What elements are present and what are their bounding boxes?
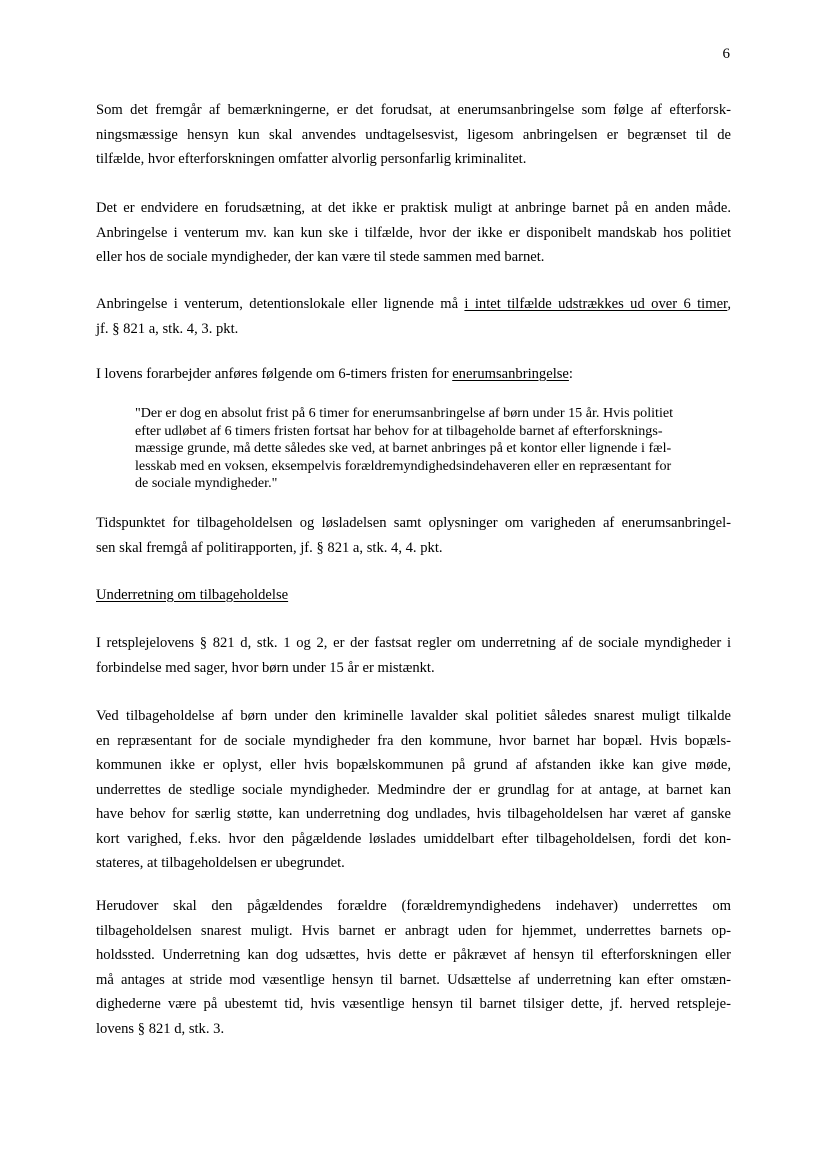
text-line: sen skal fremgå af politirapporten, jf. § 821 a, stk. 4, 4. pkt. [96, 539, 443, 556]
text-line: kort varighed, f.eks. hvor den pågældende løslades umiddelbart efter tilbageholdelsen, fordi det kon- [96, 830, 731, 847]
text-line: kommunen ikke er oplyst, eller hvis bopælskommunen på grund af afstanden ikke kan give møde, [96, 757, 731, 773]
quote-line: de sociale myndigheder." [135, 475, 278, 491]
section-heading [96, 583, 731, 608]
paragraph-3 [96, 292, 731, 341]
text-line: en repræsentant for de sociale myndigheder fra den kommune, hvor barnet har bopæl. Hvis bopæls- [96, 732, 731, 749]
section-heading-text: Underretning om tilbageholdelse [96, 587, 289, 603]
text-line: Herudover skal den pågældendes forældre (forældremyndighedens indehaver) underrettes om [96, 898, 731, 914]
text-line [96, 362, 731, 387]
text-line: have behov for særlig støtte, kan underretning dog undlades, hvis tilbageholdelsen har været af ganske [96, 806, 731, 822]
text-line: eller hos de sociale myndigheder, der kan være til stede sammen med barnet. [96, 249, 545, 265]
underlined-emphasis: enerumsanbringelse [452, 366, 569, 382]
quote-line: "Der er dog en absolut frist på 6 timer for enerumsanbringelse af børn under 15 år. Hvis politiet [135, 405, 674, 421]
quote-line: efter udløbet af 6 timers fristen fortsat har behov for at tilbageholde barnet af efterforsknings- [135, 422, 663, 439]
text-line: Anbringelse i venterum mv. kan kun ske i tilfælde, hvor der ikke er disponibelt mandskab hos politiet [96, 224, 731, 241]
text-line: dighederne være på ubestemt tid, hvis væsentlige hensyn til barnet tilsiger dette, jf. herved retspleje- [96, 996, 731, 1012]
text-line: tilbageholdelsen snarest muligt. Hvis barnet er anbragt uden for hjemmet, underrettes barnets op- [96, 922, 731, 939]
text-line: holdssted. Underretning kan dog udsættes, hvis dette er påkrævet af hensyn til efterforskningen eller [96, 947, 731, 963]
paragraph-2 [96, 196, 731, 270]
text-line: underrettes de stedlige sociale myndigheder. Medmindre der er grundlag for at antage, at barnet kan [96, 781, 731, 798]
paragraph-5 [96, 511, 731, 560]
underlined-emphasis: i intet tilfælde udstrækkes ud over 6 timer [464, 296, 728, 312]
paragraph-4 [96, 362, 731, 387]
text-line: Ved tilbageholdelse af børn under den kriminelle lavalder skal politiet således snarest muligt tilkalde [96, 708, 731, 724]
text-line: stateres, at tilbageholdelsen er ubegrundet. [96, 855, 345, 871]
paragraph-1 [96, 98, 731, 172]
text-line: Tidspunktet for tilbageholdelsen og løsladelsen samt oplysninger om varigheden af enerumsanbringel- [96, 515, 731, 531]
text-line: Som det fremgår af bemærkningerne, er det forudsat, at enerumsanbringelse som følge af efterforsk- [96, 102, 731, 118]
quote-line: mæssige grunde, må dette således ske ved, at barnet anbringes på et kontor eller lignende i fæl- [135, 440, 672, 456]
text-line: jf. § 821 a, stk. 4, 3. pkt. [96, 320, 239, 337]
paragraph-7 [96, 704, 731, 876]
text-fragment: , [727, 296, 731, 312]
text-line: lovens § 821 d, stk. 3. [96, 1020, 225, 1037]
block-quote [135, 405, 725, 493]
page-number: 6 [722, 46, 730, 62]
paragraph-8 [96, 894, 731, 1041]
text-line: må antages at stride mod væsentlige hensyn til barnet. Udsættelse af underretning kan efter omstæn- [96, 971, 731, 988]
quote-line: lesskab med en voksen, eksempelvis forældremyndighedsindehaveren eller en repræsentant for [135, 457, 672, 474]
text-line: I retsplejelovens § 821 d, stk. 1 og 2, er der fastsat regler om underretning af de sociale myndigheder i [96, 635, 731, 651]
text-fragment: I lovens forarbejder anføres følgende om 6-timers fristen for [96, 366, 453, 382]
text-line: tilfælde, hvor efterforskningen omfatter alvorlig personfarlig kriminalitet. [96, 151, 527, 167]
text-fragment: : [568, 366, 573, 382]
text-line [96, 292, 731, 317]
paragraph-6 [96, 631, 731, 680]
text-line: ningsmæssige hensyn kun skal anvendes undtagelsesvist, ligesom anbringelsen er begrænset til de [96, 126, 731, 143]
text-line: forbindelse med sager, hvor børn under 15 år er mistænkt. [96, 659, 435, 676]
text-fragment: Anbringelse i venterum, detentionslokale eller lignende må [96, 296, 465, 312]
text-line: Det er endvidere en forudsætning, at det ikke er praktisk muligt at anbringe barnet på en anden måde. [96, 200, 731, 216]
